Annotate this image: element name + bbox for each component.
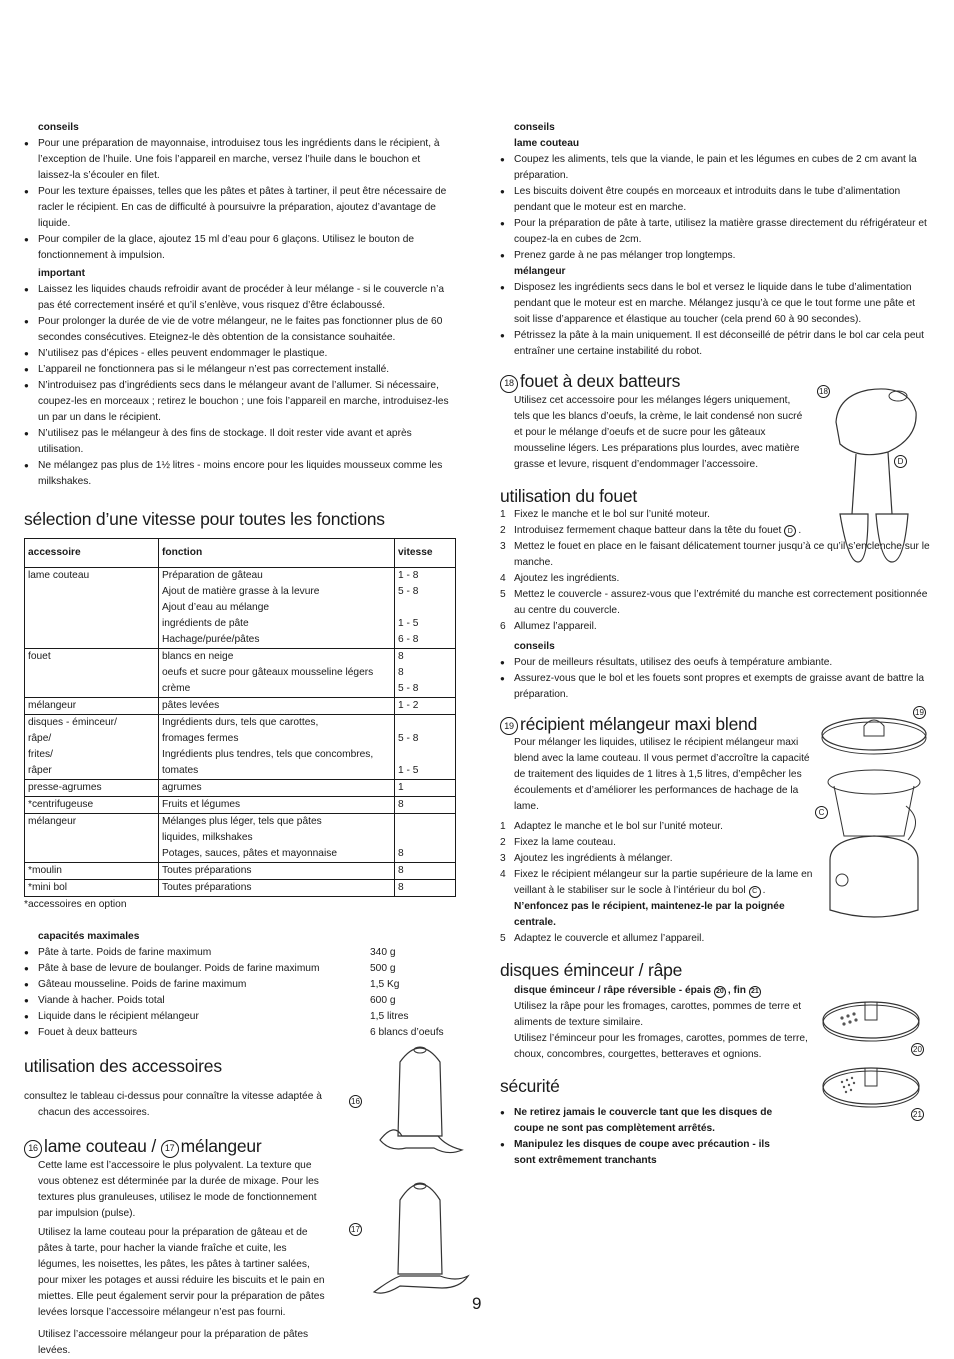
ref-number: D bbox=[784, 525, 796, 537]
capacite-value: 340 g bbox=[370, 947, 396, 958]
table-cell: 8 8 5 - 8 bbox=[395, 649, 456, 698]
table-cell: Ingrédients durs, tels que carottes, fromages fermes Ingrédients plus tendres, tels que concombres, tomates bbox=[159, 715, 395, 780]
table-row bbox=[25, 814, 456, 863]
table-row bbox=[25, 780, 456, 797]
list-item: ● L’appareil ne fonctionnera pas si le mélangeur n’est pas correctement installé. bbox=[24, 362, 456, 378]
table-cell: *centrifugeuse bbox=[25, 797, 159, 814]
table-cell: 8 bbox=[395, 863, 456, 880]
table-cell: pâtes levées bbox=[159, 698, 395, 715]
fouet-conseils-list bbox=[500, 655, 932, 703]
step-number: 6 bbox=[500, 620, 506, 632]
list-item: ● Ne mélangez pas plus de 1½ litres - moins encore pour les liquides mousseux comme les milkshakes. bbox=[24, 458, 456, 490]
capacite-value: 6 blancs d’oeufs bbox=[370, 1027, 444, 1038]
figure-label-19: 19 bbox=[913, 706, 926, 719]
list-item: ● Coupez les aliments, tels que la viande, le pain et les légumes en cubes de 2 cm avant la préparation. bbox=[500, 152, 932, 184]
lame-paragraph-2: Utilisez la lame couteau pour la préparation de gâteau et de pâtes à tarte, pour hacher la viande fraîche et cuite, les légumes, les noisettes, les pâtes, les pâtes à tartiner salées, pour mixer les potages et aussi réduire les biscuits et le pain en miettes. Elle peut également servir pour la préparation de pâtes levées lorsque l’accessoire mélangeur n’est pas fourni. bbox=[38, 1226, 325, 1318]
table-cell: *mini bol bbox=[25, 880, 159, 897]
recipient-text: Pour mélanger les liquides, utilisez le récipient mélangeur maxi blend avec la lame couteau. Il vous permet d’accroître la capacité de traitement des liquides de 1 litres à 1,5 litres, d’empêcher les écoulements et d’améliorer les performances de hachage de la lame. bbox=[514, 737, 810, 812]
ref-number: 21 bbox=[749, 986, 761, 998]
list-item: ● N’introduisez pas d’ingrédients secs dans le mélangeur avant de l’allumer. Si nécessaire, coupez-les en morceaux ; retirez le bouchon ; une fois l’appareil en marche, introduisez-les un par un dans le récipient. bbox=[24, 378, 456, 426]
step-text: Adaptez le couvercle et allumez l’appareil. bbox=[514, 933, 705, 944]
whisk-figure bbox=[828, 382, 924, 572]
table-header: accessoire bbox=[25, 539, 159, 568]
step-number: 4 bbox=[500, 869, 506, 880]
list-item: ● Pour de meilleurs résultats, utilisez des oeufs à température ambiante. bbox=[500, 655, 932, 671]
step-number: 5 bbox=[500, 588, 506, 600]
table-cell: 1 bbox=[395, 780, 456, 797]
table-row bbox=[25, 863, 456, 880]
step-number: 1 bbox=[500, 508, 506, 520]
thick-disc-figure bbox=[820, 992, 922, 1052]
step-item bbox=[500, 619, 932, 635]
capacite-label: ● Pâte à tarte. Poids de farine maximum bbox=[38, 947, 212, 958]
table-cell: Préparation de gâteau Ajout de matière grasse à la levure Ajout d’eau au mélange ingrédients de pâte Hachage/purée/pâtes bbox=[159, 568, 395, 649]
capacite-label: ● Viande à hacher. Poids total bbox=[38, 995, 165, 1006]
step-punct: . bbox=[762, 885, 766, 896]
table-cell: 8 bbox=[395, 814, 456, 863]
ref-number: 20 bbox=[714, 986, 726, 998]
knife-blade-figure bbox=[370, 1044, 470, 1172]
step-text: Ajoutez les ingrédients. bbox=[514, 572, 620, 584]
dough-tool-figure bbox=[370, 1180, 470, 1308]
table-cell: 8 bbox=[395, 880, 456, 897]
step-punct: . bbox=[798, 524, 802, 536]
page-number: 9 bbox=[472, 1294, 482, 1313]
figure-label-17: 17 bbox=[349, 1223, 362, 1236]
table-cell: presse-agrumes bbox=[25, 780, 159, 797]
step-item bbox=[500, 571, 932, 587]
fouet-conseils-title: conseils bbox=[514, 640, 555, 652]
list-item: ● Pétrissez la pâte à la main uniquement. Il est déconseillé de pétrir dans le bol car cela peut entraîner une certaine instabilité du robot. bbox=[500, 328, 932, 360]
figure-label-21: 21 bbox=[911, 1108, 924, 1121]
step-text: Fixez le récipient mélangeur sur la partie supérieure de la lame en veillant à le stabiliser sur le socle à l’intérieur du bol bbox=[514, 869, 813, 896]
step-number: 5 bbox=[500, 933, 506, 944]
lame-couteau-title: lame couteau bbox=[514, 138, 580, 149]
list-item: ● Assurez-vous que le bol et les fouets sont propres et exempts de graisse avant de battre la préparation. bbox=[500, 671, 932, 703]
list-item bbox=[24, 1025, 456, 1041]
step-text: Fixez le manche et le bol sur l’unité moteur. bbox=[514, 508, 710, 520]
ref-number: 19 bbox=[500, 717, 518, 735]
table-cell: mélangeur bbox=[25, 814, 159, 863]
ref-number: 17 bbox=[161, 1140, 179, 1158]
step-item bbox=[500, 587, 932, 619]
maxi-blend-figure bbox=[820, 710, 928, 920]
table-footnote: *accessoires en option bbox=[24, 899, 127, 910]
step-text: Mettez le couvercle - assurez-vous que l’extrémité du manche est correctement positionnée au centre du couvercle. bbox=[514, 588, 928, 616]
lame-paragraph-1: Cette lame est l’accessoire le plus polyvalent. La texture que vous obtenez est déterminée par la durée de mixage. Pour les textures plus granuleuses, utilisez le mode de fonctionnement par impulsion (pulse). bbox=[38, 1159, 319, 1219]
step-number: 3 bbox=[500, 853, 506, 864]
list-item: ● Pour une préparation de mayonnaise, introduisez tous les ingrédients dans le récipient, à l’exception de l’huile. Une fois l’appareil en marche, versez l’huile dans le bouchon et laissez-la s’écouler en filet. bbox=[24, 136, 456, 184]
list-item: ● N’utilisez pas d’épices - elles peuvent endommager le plastique. bbox=[24, 346, 456, 362]
recipient-heading-text: récipient mélangeur maxi blend bbox=[520, 713, 758, 734]
list-item: ● Disposez les ingrédients secs dans le bol et versez le liquide dans le tube d’alimentation pendant que le moteur est en marche. Mélangez jusqu’à ce que le tout forme une pâte et soit lisse d’apparence et élastique au toucher (cela prend 60 à 90 secondes). bbox=[500, 280, 932, 328]
table-cell: 5 - 8 1 - 5 bbox=[395, 715, 456, 780]
disques-heading: disques éminceur / râpe bbox=[500, 960, 683, 980]
list-item: ● Pour la préparation de pâte à tarte, utilisez la matière grasse directement du réfrigérateur et coupez-la en cubes de 2cm. bbox=[500, 216, 932, 248]
capacite-label: ● Gâteau mousseline. Poids de farine maximum bbox=[38, 979, 247, 990]
table-cell: disques - éminceur/ râpe/ frites/ râper bbox=[25, 715, 159, 780]
figure-label-C: C bbox=[815, 806, 828, 819]
list-item: ● Les biscuits doivent être coupés en morceaux et introduits dans le tube d’alimentation pendant que le moteur est en marche. bbox=[500, 184, 932, 216]
speed-table bbox=[24, 538, 456, 897]
lame-heading-b: mélangeur bbox=[180, 1136, 262, 1156]
table-cell: fouet bbox=[25, 649, 159, 698]
table-cell: 8 bbox=[395, 797, 456, 814]
list-item bbox=[24, 993, 456, 1009]
list-item: ● Pour compiler de la glace, ajoutez 15 ml d’eau pour 6 glaçons. Utilisez le bouton de fonctionnement à impulsion. bbox=[24, 232, 456, 264]
step-item bbox=[500, 931, 818, 947]
step-number: 4 bbox=[500, 572, 506, 584]
table-header: vitesse bbox=[395, 539, 456, 568]
step-number: 3 bbox=[500, 540, 506, 552]
table-cell: *moulin bbox=[25, 863, 159, 880]
table-header: fonction bbox=[159, 539, 395, 568]
list-item bbox=[24, 945, 456, 961]
table-row bbox=[25, 797, 456, 814]
disques-sub-b: , fin bbox=[727, 985, 746, 996]
figure-label-D: D bbox=[894, 455, 907, 468]
capacite-label: ● Liquide dans le récipient mélangeur bbox=[38, 1011, 199, 1022]
list-item: ● Laissez les liquides chauds refroidir avant de procéder à leur mélange - si le couvercle n’a pas été correctement inséré et qu’il s’enlève, vous risquez d’être éclaboussé. bbox=[24, 282, 456, 314]
table-cell: 1 - 8 5 - 8 1 - 5 6 - 8 bbox=[395, 568, 456, 649]
capacite-label: ● Fouet à deux batteurs bbox=[38, 1027, 138, 1038]
step-text: Allumez l’appareil. bbox=[514, 620, 597, 632]
table-row bbox=[25, 715, 456, 780]
list-item: ● Manipulez les disques de coupe avec précaution - ils sont extrêmement tranchants bbox=[500, 1137, 790, 1169]
table-cell: 1 - 2 bbox=[395, 698, 456, 715]
table-cell: mélangeur bbox=[25, 698, 159, 715]
capacite-value: 1,5 Kg bbox=[370, 979, 400, 990]
fouet-text: Utilisez cet accessoire pour les mélanges légers uniquement, tels que les blancs d’oeufs, la crème, le lait condensé non sucré et pour le mélange d’oeufs et de sucre pour les gâteaux mousseline légers. Les préparations plus lourdes, avec matière grasse et levure, risquent d’endommager l’accessoire. bbox=[514, 394, 803, 470]
utilisation-heading: utilisation du fouet bbox=[500, 485, 638, 506]
table-row bbox=[25, 698, 456, 715]
securite-heading: sécurité bbox=[500, 1076, 560, 1096]
important-list bbox=[24, 282, 456, 490]
disques-paragraph-1: Utilisez la râpe pour les fromages, carottes, pommes de terre et aliments de texture similaire. bbox=[514, 1001, 802, 1028]
list-item: ● Pour prolonger la durée de vie de votre mélangeur, ne le faites pas fonctionner plus de 60 secondes consécutives. Eteignez-le dès obtention de la consistance souhaitée. bbox=[24, 314, 456, 346]
step-text: Introduisez fermement chaque batteur dans la tête du fouet bbox=[514, 524, 782, 536]
ref-number: 18 bbox=[500, 375, 518, 393]
table-row bbox=[25, 880, 456, 897]
capacites-title: capacités maximales bbox=[38, 931, 140, 942]
lame-paragraph-3: Utilisez l’accessoire mélangeur pour la préparation de pâtes levées. bbox=[38, 1328, 309, 1356]
warning-text: N’enfoncez pas le récipient, maintenez-le par la poignée centrale. bbox=[514, 901, 785, 928]
step-text: Ajoutez les ingrédients à mélanger. bbox=[514, 853, 673, 864]
disques-paragraph-2: Utilisez l’éminceur pour les fromages, carottes, pommes de terre, choux, concombres, courgettes, betteraves et ognions. bbox=[514, 1033, 808, 1060]
list-item: ● Ne retirez jamais le couvercle tant que les disques de coupe ne sont pas complètement arrêtés. bbox=[500, 1105, 790, 1137]
figure-label-20: 20 bbox=[911, 1043, 924, 1056]
ref-number: C bbox=[749, 886, 761, 898]
step-item bbox=[500, 851, 818, 867]
right-conseils-title: conseils bbox=[514, 122, 555, 133]
step-number: 2 bbox=[500, 837, 506, 848]
melangeur-title: mélangeur bbox=[514, 266, 566, 277]
lame-conseils-list bbox=[500, 152, 932, 264]
capacites-list bbox=[24, 945, 456, 1041]
step-text: Adaptez le manche et le bol sur l’unité moteur. bbox=[514, 821, 723, 832]
accessoires-text: consultez le tableau ci-dessus pour connaître la vitesse adaptée à chacun des accessoires. bbox=[24, 1091, 322, 1118]
table-header-row bbox=[25, 539, 456, 568]
table-row bbox=[25, 649, 456, 698]
lame-heading-a: lame couteau / bbox=[44, 1136, 156, 1156]
important-title: important bbox=[38, 268, 85, 279]
thin-disc-figure bbox=[820, 1058, 922, 1118]
table-cell: agrumes bbox=[159, 780, 395, 797]
capacite-label: ● Pâte à base de levure de boulanger. Poids de farine maximum bbox=[38, 963, 320, 974]
table-cell: lame couteau bbox=[25, 568, 159, 649]
speed-heading: sélection d’une vitesse pour toutes les fonctions bbox=[24, 509, 385, 529]
capacite-value: 500 g bbox=[370, 963, 396, 974]
list-item: ● Pour les texture épaisses, telles que les pâtes et pâtes à tartiner, il peut être nécessaire de racler le récipient. En cas de difficulté à poursuivre la préparation, ajoutez d’avantage de liquide. bbox=[24, 184, 456, 232]
step-text: Mettez le fouet en place en le faisant délicatement tourner jusqu’à ce qu’il s’enclenche sur le manche. bbox=[514, 540, 930, 568]
step-number: 1 bbox=[500, 821, 506, 832]
disques-sub-a: disque éminceur / râpe réversible - épais bbox=[514, 985, 712, 996]
list-item bbox=[24, 977, 456, 993]
list-item: ● N’utilisez pas le mélangeur à des fins de stockage. Il doit rester vide avant et après utilisation. bbox=[24, 426, 456, 458]
step-item bbox=[500, 867, 818, 931]
table-cell: Toutes préparations bbox=[159, 880, 395, 897]
securite-list bbox=[500, 1105, 790, 1169]
list-item bbox=[24, 961, 456, 977]
left-column bbox=[24, 120, 456, 1359]
fouet-heading-text: fouet à deux batteurs bbox=[520, 371, 681, 391]
conseils-title: conseils bbox=[38, 122, 79, 133]
figure-label-16: 16 bbox=[349, 1095, 362, 1108]
table-cell: Mélanges plus léger, tels que pâtes liquides, milkshakes Potages, sauces, pâtes et mayonnaise bbox=[159, 814, 395, 863]
melangeur-conseils-list bbox=[500, 280, 932, 360]
step-item bbox=[500, 835, 818, 851]
capacite-value: 600 g bbox=[370, 995, 396, 1006]
list-item bbox=[24, 1009, 456, 1025]
table-cell: blancs en neige oeufs et sucre pour gâteaux mousseline légers crème bbox=[159, 649, 395, 698]
list-item: ● Prenez garde à ne pas mélanger trop longtemps. bbox=[500, 248, 932, 264]
figure-label-18: 18 bbox=[817, 385, 830, 398]
step-number: 2 bbox=[500, 524, 506, 536]
capacite-value: 1,5 litres bbox=[370, 1011, 409, 1022]
step-item bbox=[500, 819, 818, 835]
recipient-steps bbox=[500, 819, 818, 947]
step-text: Fixez la lame couteau. bbox=[514, 837, 616, 848]
ref-number: 16 bbox=[24, 1140, 42, 1158]
conseils-list bbox=[24, 136, 456, 264]
table-row bbox=[25, 568, 456, 649]
table-cell: Toutes préparations bbox=[159, 863, 395, 880]
table-cell: Fruits et légumes bbox=[159, 797, 395, 814]
accessoires-heading: utilisation des accessoires bbox=[24, 1056, 222, 1076]
